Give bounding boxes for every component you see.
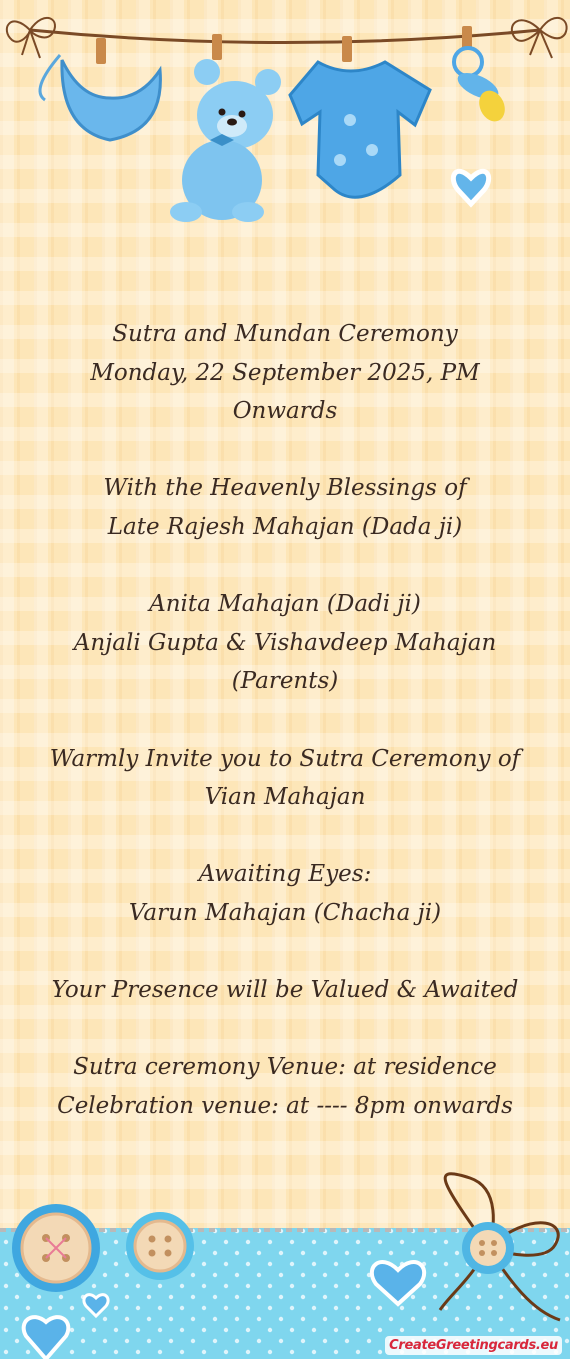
blessings-heading: With the Heavenly Blessings of (103, 475, 467, 502)
button-icon (126, 1212, 194, 1280)
event-date: Monday, 22 September 2025, PM (90, 359, 480, 386)
button-icon (462, 1222, 514, 1274)
blessings-name: Late Rajesh Mahajan (Dada ji) (107, 513, 463, 540)
child-name: Vian Mahajan (204, 784, 366, 811)
left-bow-icon (7, 18, 55, 58)
celebration-venue: Celebration venue: at ---- 8pm onwards (57, 1092, 513, 1119)
brand-watermark[interactable]: CreateGreetingcards.eu (385, 1336, 562, 1355)
onesie-icon (290, 36, 430, 197)
host-parents: Anjali Gupta & Vishavdeep Mahajan (73, 629, 497, 656)
invite-line: Warmly Invite you to Sutra Ceremony of (49, 745, 521, 772)
teddy-bear-icon (170, 34, 281, 222)
host-parents-label: (Parents) (231, 668, 339, 695)
awaiting-eyes-heading: Awaiting Eyes: (198, 861, 372, 888)
spacer (20, 701, 550, 740)
spacer (20, 933, 550, 972)
pacifier-icon (454, 26, 510, 126)
spacer (20, 431, 550, 470)
spacer (20, 1010, 550, 1049)
button-icon (12, 1204, 100, 1292)
ceremony-title: Sutra and Mundan Ceremony (112, 321, 458, 347)
spacer (20, 817, 550, 856)
event-time-suffix: Onwards (232, 398, 338, 425)
sutra-venue: Sutra ceremony Venue: at residence (73, 1054, 497, 1081)
right-bow-icon (512, 18, 567, 58)
bib-icon (40, 38, 160, 140)
presence-line: Your Presence will be Valued & Awaited (51, 977, 519, 1004)
spacer (20, 547, 550, 586)
host-grandmother: Anita Mahajan (Dadi ji) (149, 591, 421, 618)
bottom-decoration (0, 1170, 570, 1359)
awaiting-eyes-name: Varun Mahajan (Chacha ji) (128, 899, 442, 926)
top-decoration (0, 0, 570, 240)
invitation-message (20, 315, 550, 1125)
heart-icon (453, 171, 488, 204)
